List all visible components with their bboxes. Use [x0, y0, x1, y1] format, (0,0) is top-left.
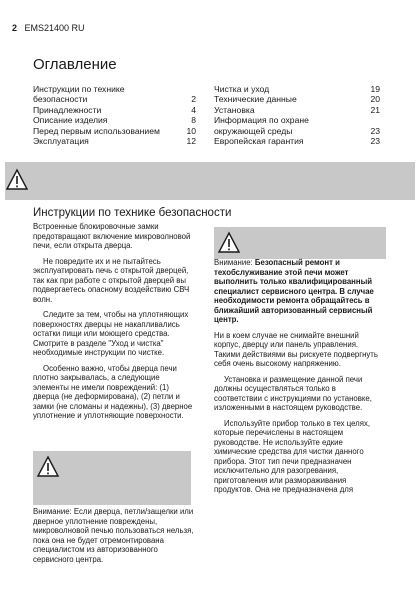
paragraph: Ни в коем случае не снимайте внешний корпус, дверцу или панель управления. Такими действиями вы рискуете подвергнуть себя очень высокому напряжению. [214, 330, 378, 368]
toc-left-column [33, 84, 196, 146]
toc-entry[interactable]: Информация по охране [214, 115, 309, 126]
paragraph: Не повредите их и не пытайтесь эксплуатировать печь с открытой дверцей, так как при работе с открытой дверцей вы подвергаетесь опасному воздействию СВЧ волн. [33, 256, 190, 304]
section-title: Инструкции по технике безопасности [33, 207, 232, 219]
warning-triangle-icon [37, 455, 59, 479]
toc-entry[interactable]: Эксплуатация 12 [33, 136, 196, 147]
warning-box [33, 451, 191, 505]
warning-text: Внимание: Если дверца, петли/защелки или дверное уплотнение повреждены, микроволновой печью пользоваться нельзя, пока она не будет отремонтирована специалистом из авторизованного сервисного центра. [33, 507, 194, 564]
right-text-column [214, 258, 379, 501]
toc-entry[interactable]: Описание изделия 8 [33, 115, 196, 126]
toc-entry[interactable]: Европейская гарантия 23 [214, 136, 380, 147]
page-number: 2 [12, 23, 18, 33]
paragraph: Используйте прибор только в тех целях, которые перечислены в настоящем руководстве. Не используйте едкие химические средства для чистки данного прибора. Этот тип печи предназначен исключительно для разогревания, приготовления или размораживания продуктов. Она не предназначена для [214, 418, 371, 494]
toc-right-column [214, 84, 380, 146]
toc-title: Оглавление [33, 56, 117, 73]
warning-banner [5, 162, 415, 200]
warning-box [214, 227, 386, 259]
toc-entry[interactable]: Инструкции по технике [33, 84, 125, 94]
left-text-column [33, 222, 193, 427]
paragraph: Следите за тем, чтобы на уплотняющих поверхностях дверцы не накапливались остатки пищи или моющего средства. Смотрите в разделе "Уход и чистка" необходимые инструкции по чистке. [33, 310, 189, 357]
toc-entry[interactable]: Чистка и уход 19 [214, 84, 380, 94]
paragraph: Особенно важно, чтобы дверца печи плотно закрывалась, а следующие элементы не имели повреждений: (1) дверца (не деформирована), (2) петли и замки (не сломаны и надежны), (3) дверное уплотнение и уплотняющие поверхности. [33, 363, 193, 420]
warning-triangle-icon [218, 231, 240, 255]
paragraph: Встроенные блокировочные замки предотвращают включение микроволновой печи, если открыта дверца. [33, 222, 191, 250]
toc-entry[interactable]: окружающей среды 23 [214, 125, 380, 136]
toc-entry[interactable]: Технические данные 20 [214, 94, 380, 105]
toc-entry[interactable]: Перед первым использованием 10 [33, 125, 196, 136]
toc-entry[interactable]: Принадлежности 4 [33, 104, 196, 115]
paragraph: Установка и размещение данной печи должны осуществляться только в соответствии с инструкциями по установке, изложенными в настоящем руководстве. [214, 374, 372, 412]
toc-entry[interactable]: безопасности 2 [33, 94, 196, 105]
model-code: EMS21400 RU [24, 23, 85, 33]
toc-entry[interactable]: Установка 21 [214, 104, 380, 115]
page-header [12, 23, 85, 33]
warning-triangle-icon [6, 168, 28, 192]
warning-text: Внимание: Безопасный ремонт и техобслуживание этой печи может выполнить только квалифицированный специалист сервисного центра. В случае необходимости ремонта обращайтесь в ближайший авторизованный сервисный центр. [214, 258, 374, 324]
